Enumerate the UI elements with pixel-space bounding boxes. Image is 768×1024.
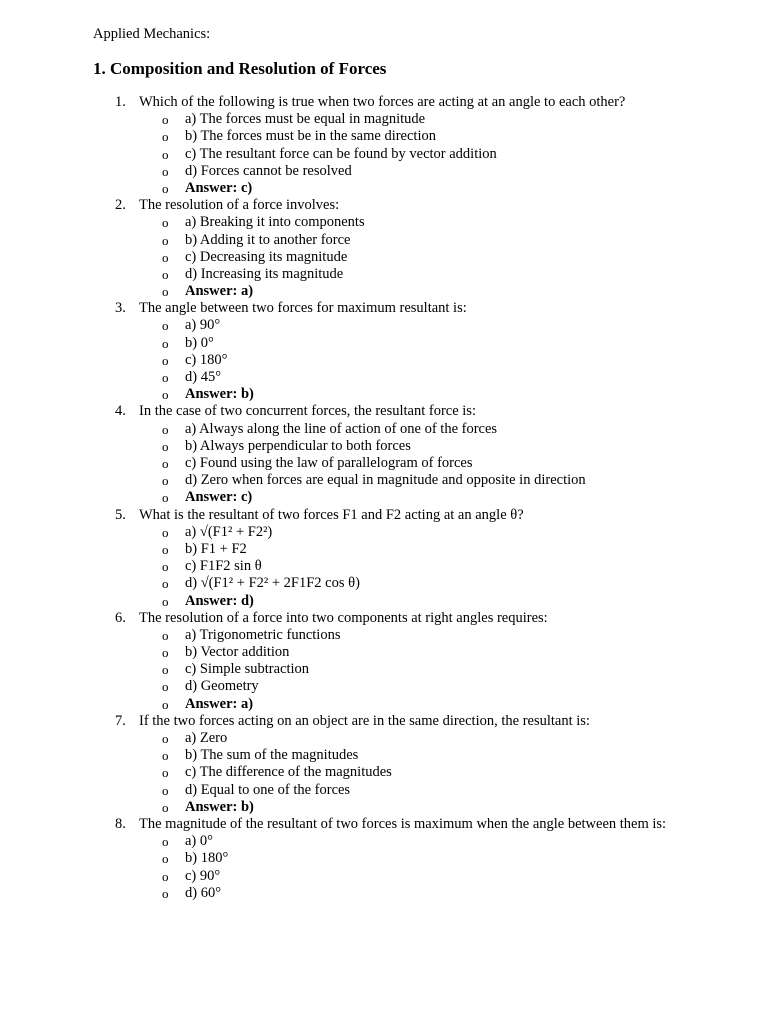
question-text: The resolution of a force into two components at right angles requires: (139, 609, 548, 626)
bullet-icon: o (162, 593, 169, 609)
course-heading: Applied Mechanics: (93, 26, 211, 42)
bullet-icon: o (162, 232, 169, 248)
question-item (0, 403, 768, 506)
option-item (0, 146, 768, 163)
bullet-icon: o (162, 473, 169, 489)
bullet-icon: o (162, 215, 169, 231)
bullet-icon: o (162, 541, 169, 557)
bullet-icon: o (162, 679, 169, 695)
answer-text: Answer: a) (185, 695, 254, 712)
option-text: b) Adding it to another force (185, 231, 351, 248)
option-item (0, 214, 768, 231)
option-text: a) 90° (185, 317, 221, 334)
option-item (0, 782, 768, 799)
question-number: 8. (115, 815, 126, 832)
option-text: c) Found using the law of parallelogram of forces (185, 455, 473, 471)
option-item (0, 232, 768, 249)
answer-item (0, 696, 768, 713)
question-item (0, 197, 768, 300)
option-item (0, 111, 768, 128)
option-item (0, 730, 768, 747)
option-item (0, 661, 768, 678)
option-text: d) Equal to one of the forces (185, 781, 351, 798)
option-item (0, 128, 768, 145)
option-text: a) Breaking it into components (185, 214, 365, 231)
bullet-icon: o (162, 885, 169, 901)
option-item (0, 472, 768, 489)
bullet-icon: o (162, 129, 169, 145)
option-item (0, 850, 768, 867)
option-text: c) 180° (185, 351, 228, 368)
option-text: a) Always along the line of action of one of the forces (185, 420, 498, 437)
option-item (0, 266, 768, 283)
option-item (0, 627, 768, 644)
bullet-icon: o (162, 352, 169, 368)
option-item (0, 558, 768, 575)
option-text: d) √(F1² + F2² + 2F1F2 cos θ) (185, 575, 360, 592)
option-item (0, 868, 768, 885)
option-text: c) 90° (185, 867, 221, 884)
option-list (0, 214, 768, 300)
bullet-icon: o (162, 782, 169, 798)
answer-item (0, 593, 768, 610)
option-item (0, 541, 768, 558)
option-text: d) 45° (185, 369, 222, 386)
bullet-icon: o (162, 490, 169, 506)
option-text: b) Vector addition (185, 644, 290, 661)
bullet-icon: o (162, 851, 169, 867)
question-text: The resolution of a force involves: (139, 197, 340, 214)
option-item (0, 833, 768, 850)
bullet-icon: o (162, 765, 169, 781)
question-text: The angle between two forces for maximum resultant is: (139, 300, 467, 317)
bullet-icon: o (162, 284, 169, 300)
option-list (0, 111, 768, 197)
option-item (0, 885, 768, 902)
question-number: 1. (115, 94, 126, 110)
answer-item (0, 799, 768, 816)
option-text: b) 0° (185, 334, 214, 351)
bullet-icon: o (162, 112, 169, 128)
option-text: c) The resultant force can be found by vector addition (185, 145, 497, 162)
option-text: b) F1 + F2 (185, 540, 247, 557)
bullet-icon: o (162, 421, 169, 437)
bullet-icon: o (162, 559, 169, 575)
question-text: What is the resultant of two forces F1 and F2 acting at an angle θ? (139, 506, 524, 523)
bullet-icon: o (162, 146, 169, 162)
answer-text: Answer: b) (185, 386, 254, 403)
question-item (0, 816, 768, 902)
question-item (0, 300, 768, 403)
bullet-icon: o (162, 438, 169, 454)
option-text: c) The difference of the magnitudes (185, 764, 392, 781)
option-item (0, 764, 768, 781)
option-text: c) F1F2 sin θ (185, 558, 262, 575)
bullet-icon: o (162, 266, 169, 282)
question-number: 2. (115, 197, 126, 214)
bullet-icon: o (162, 731, 169, 747)
answer-text: Answer: b) (185, 798, 254, 815)
answer-text: Answer: a) (185, 283, 254, 300)
option-item (0, 644, 768, 661)
option-list (0, 317, 768, 403)
question-number: 5. (115, 506, 126, 523)
bullet-icon: o (162, 163, 169, 179)
bullet-icon: o (162, 799, 169, 815)
question-text: The magnitude of the resultant of two forces is maximum when the angle between them is: (139, 815, 667, 832)
option-text: d) 60° (185, 884, 222, 901)
bullet-icon: o (162, 696, 169, 712)
option-item (0, 317, 768, 334)
bullet-icon: o (162, 370, 169, 386)
bullet-icon: o (162, 180, 169, 196)
option-item (0, 438, 768, 455)
answer-text: Answer: c) (185, 179, 253, 196)
option-text: a) 0° (185, 833, 213, 850)
option-text: c) Simple subtraction (185, 661, 310, 678)
bullet-icon: o (162, 249, 169, 265)
question-item (0, 507, 768, 610)
option-text: a) √(F1² + F2²) (185, 523, 273, 540)
option-text: d) Forces cannot be resolved (185, 162, 352, 179)
answer-text: Answer: c) (185, 489, 253, 506)
question-item (0, 713, 768, 816)
option-item (0, 249, 768, 266)
bullet-icon: o (162, 318, 169, 334)
option-item (0, 335, 768, 352)
option-item (0, 747, 768, 764)
bullet-icon: o (162, 456, 169, 471)
option-item (0, 455, 768, 472)
question-list (0, 94, 768, 902)
bullet-icon: o (162, 627, 169, 643)
answer-item (0, 180, 768, 197)
question-item (0, 610, 768, 713)
question-number: 4. (115, 403, 126, 420)
bullet-icon: o (162, 576, 169, 592)
bullet-icon: o (162, 868, 169, 884)
option-text: c) Decreasing its magnitude (185, 248, 348, 265)
bullet-icon: o (162, 387, 169, 403)
option-list (0, 833, 768, 902)
bullet-icon: o (162, 335, 169, 351)
question-text: In the case of two concurrent forces, the resultant force is: (139, 403, 476, 420)
option-text: d) Geometry (185, 678, 259, 695)
option-text: b) Always perpendicular to both forces (185, 437, 411, 454)
section-title: 1. Composition and Resolution of Forces (93, 59, 387, 78)
option-item (0, 575, 768, 592)
option-item (0, 163, 768, 180)
option-text: b) 180° (185, 850, 229, 867)
option-text: a) Trigonometric functions (185, 626, 341, 643)
answer-item (0, 489, 768, 506)
option-list (0, 730, 768, 816)
bullet-icon: o (162, 834, 169, 850)
bullet-icon: o (162, 748, 169, 764)
option-item (0, 421, 768, 438)
answer-item (0, 283, 768, 300)
question-text: Which of the following is true when two forces are acting at an angle to each other? (139, 94, 626, 110)
option-item (0, 369, 768, 386)
option-text: a) Zero (185, 730, 228, 747)
question-number: 3. (115, 300, 126, 317)
question-item (0, 94, 768, 197)
question-number: 6. (115, 609, 126, 626)
option-item (0, 352, 768, 369)
option-item (0, 678, 768, 695)
answer-text: Answer: d) (185, 592, 254, 609)
bullet-icon: o (162, 662, 169, 678)
option-text: d) Increasing its magnitude (185, 265, 344, 282)
option-text: b) The forces must be in the same direction (185, 128, 436, 145)
option-list (0, 524, 768, 610)
question-number: 7. (115, 712, 126, 729)
option-list (0, 627, 768, 713)
option-text: a) The forces must be equal in magnitude (185, 111, 426, 128)
option-text: d) Zero when forces are equal in magnitude and opposite in direction (185, 472, 586, 489)
option-item (0, 524, 768, 541)
option-text: b) The sum of the magnitudes (185, 747, 359, 764)
answer-item (0, 386, 768, 403)
question-text: If the two forces acting on an object are in the same direction, the resultant is: (139, 712, 590, 729)
bullet-icon: o (162, 524, 169, 540)
bullet-icon: o (162, 645, 169, 661)
option-list (0, 421, 768, 507)
